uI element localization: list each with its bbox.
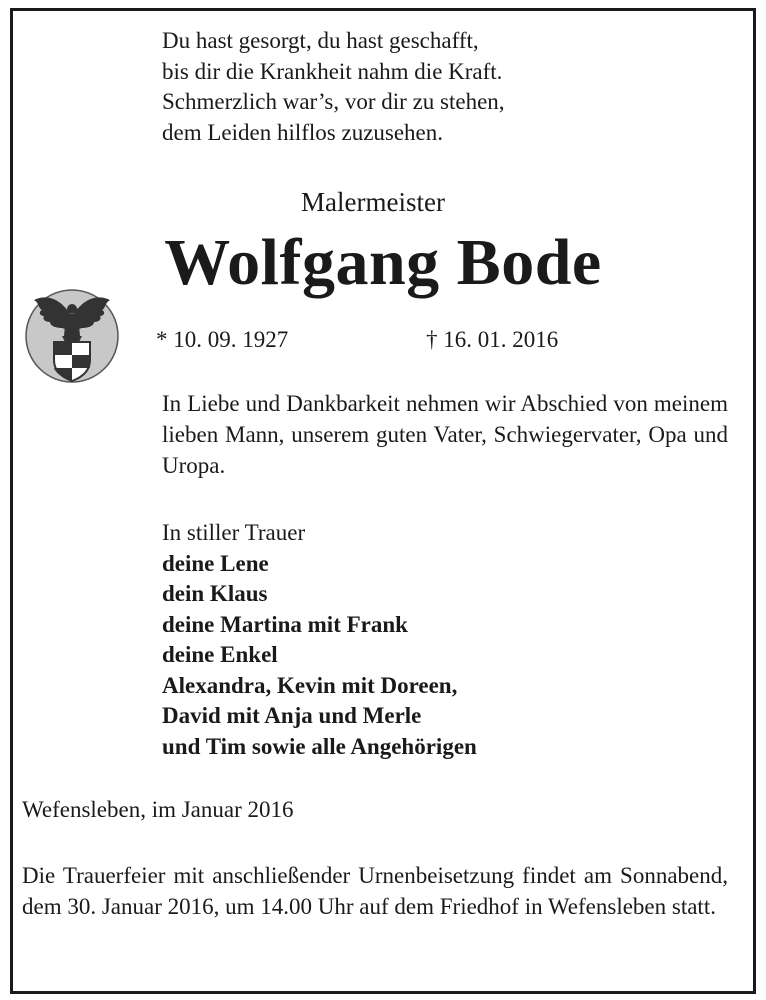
mourner-name: und Tim sowie alle Angehörigen (162, 733, 477, 759)
poem-line: bis dir die Krankheit nahm die Kraft. (162, 58, 503, 84)
mourner-name: deine Martina mit Frank (162, 611, 408, 637)
mourner-name: David mit Anja und Merle (162, 703, 422, 728)
mourner-name: deine Enkel (162, 642, 278, 667)
mourners (162, 518, 477, 762)
mourner-name: deine Lene (162, 550, 269, 576)
occupation: Malermeister (301, 187, 445, 217)
ceremony-text: Die Trauerfeier mit anschließender Urnenbeisetzung findet am Sonnabend, dem 30. Januar 2016, um 14.00 Uhr auf dem Friedhof in Wefensleben statt. (22, 863, 728, 919)
coat-of-arms-eagle-icon (22, 282, 122, 390)
death-date: † 16. 01. 2016 (426, 327, 559, 352)
mourner-name: dein Klaus (162, 581, 268, 606)
mourners-intro: In stiller Trauer (162, 520, 306, 545)
eagle-head (67, 304, 77, 314)
obituary-frame (10, 8, 756, 994)
poem (162, 26, 505, 148)
poem-line: dem Leiden hilflos zuzusehen. (162, 119, 444, 145)
place-date: Wefensleben, im Januar 2016 (22, 797, 294, 822)
poem-line: Schmerzlich war’s, vor dir zu stehen, (162, 89, 505, 114)
eagle-body (64, 314, 80, 336)
birth-date: * 10. 09. 1927 (156, 327, 289, 352)
poem-line: Du hast gesorgt, du hast geschafft, (162, 28, 479, 53)
farewell-text: In Liebe und Dankbarkeit nehmen wir Abschied von meinem lieben Mann, unserem guten Vater, Schwiegervater, Opa und Uropa. (162, 391, 728, 478)
crest-graphic (22, 282, 122, 390)
deceased-name: Wolfgang Bode (164, 226, 602, 299)
mourner-name: Alexandra, Kevin mit Doreen, (162, 672, 458, 698)
